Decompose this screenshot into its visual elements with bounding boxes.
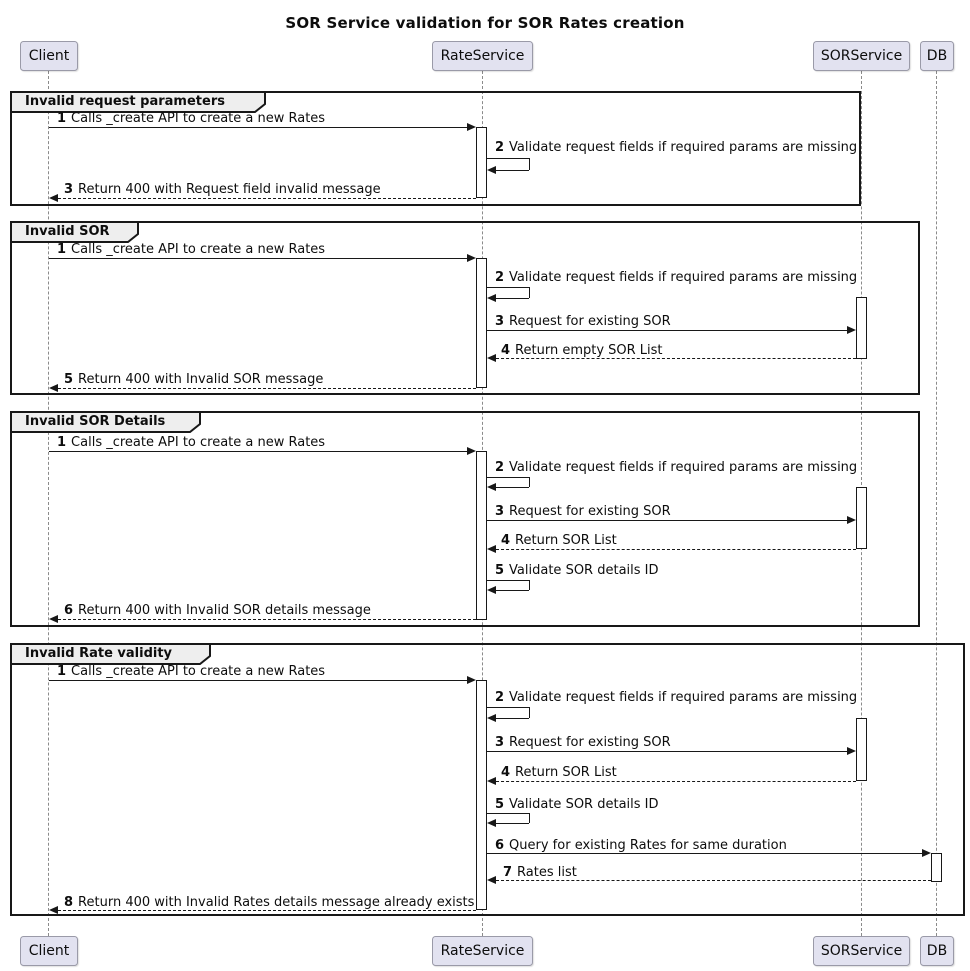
- participant-sorservice-bottom: [813, 936, 910, 966]
- frame-title: Invalid request parameters: [25, 94, 225, 109]
- message-label: 4 Return SOR List: [501, 765, 617, 780]
- arrowhead-right-icon: [467, 123, 476, 131]
- participant-rateservice-top: [432, 41, 533, 71]
- arrowhead-left-icon: [49, 384, 58, 392]
- message-label: 1 Calls _create API to create a new Rates: [57, 242, 326, 257]
- arrowhead-right-icon: [467, 254, 476, 262]
- arrowhead-right-icon: [467, 447, 476, 455]
- message-line: [487, 520, 847, 521]
- return-message-line: [496, 549, 856, 550]
- self-message-line: [487, 477, 529, 478]
- self-message-line: [487, 158, 529, 159]
- return-message-line: [496, 781, 856, 782]
- message-line: [487, 751, 847, 752]
- message-label: 4 Return empty SOR List: [501, 343, 663, 358]
- arrowhead-left-icon: [487, 166, 496, 174]
- message-label: 1 Calls _create API to create a new Rates: [57, 664, 326, 679]
- self-message-line: [496, 170, 529, 171]
- message-label: 7 Rates list: [503, 865, 577, 880]
- message-label: 5 Return 400 with Invalid SOR message: [64, 372, 324, 387]
- activation-rateservice: [476, 680, 487, 910]
- return-message-line: [58, 619, 476, 620]
- participant-client-bottom: [20, 936, 78, 966]
- message-line: [49, 127, 467, 128]
- message-line: [49, 258, 467, 259]
- message-label: 1 Calls _create API to create a new Rates: [57, 111, 326, 126]
- participant-db-top: [920, 41, 954, 71]
- self-message-line: [487, 707, 529, 708]
- arrowhead-right-icon: [847, 326, 856, 334]
- activation-rateservice: [476, 258, 487, 388]
- diagram-title: SOR Service validation for SOR Rates creation: [285, 14, 685, 32]
- message-label: 4 Return SOR List: [501, 533, 617, 548]
- arrowhead-left-icon: [487, 876, 496, 884]
- self-message-line: [529, 158, 530, 170]
- participant-sorservice-top: [813, 41, 910, 71]
- self-message-line: [529, 813, 530, 823]
- message-label: 5 Validate SOR details ID: [495, 563, 659, 578]
- arrowhead-left-icon: [487, 354, 496, 362]
- arrowhead-left-icon: [487, 483, 496, 491]
- participant-label: SORService: [820, 48, 903, 64]
- self-message-line: [487, 813, 529, 814]
- arrowhead-left-icon: [49, 906, 58, 914]
- return-message-line: [58, 198, 476, 199]
- arrowhead-right-icon: [847, 516, 856, 524]
- participant-label: Client: [28, 943, 70, 959]
- self-message-line: [529, 477, 530, 487]
- arrowhead-left-icon: [487, 294, 496, 302]
- arrowhead-left-icon: [487, 819, 496, 827]
- arrowhead-left-icon: [49, 615, 58, 623]
- frame-title: Invalid SOR Details: [25, 414, 166, 429]
- message-label: 3 Request for existing SOR: [495, 735, 671, 750]
- arrowhead-right-icon: [467, 676, 476, 684]
- participant-label: RateService: [440, 943, 525, 959]
- self-message-line: [487, 580, 529, 581]
- message-label: 6 Return 400 with Invalid SOR details message: [64, 603, 371, 618]
- arrowhead-right-icon: [922, 849, 931, 857]
- self-message-line: [496, 718, 529, 719]
- message-label: 3 Return 400 with Request field invalid message: [64, 182, 381, 197]
- activation-db: [931, 853, 942, 882]
- frame-title: Invalid SOR: [25, 224, 110, 239]
- message-label: 3 Request for existing SOR: [495, 314, 671, 329]
- self-message-line: [529, 707, 530, 718]
- activation-sorservice: [856, 487, 867, 549]
- participant-label: DB: [926, 943, 948, 959]
- self-message-line: [496, 298, 529, 299]
- frame-title: Invalid Rate validity: [25, 646, 173, 661]
- activation-sorservice: [856, 297, 867, 359]
- self-message-line: [529, 287, 530, 298]
- return-message-line: [58, 388, 476, 389]
- message-label: 5 Validate SOR details ID: [495, 797, 659, 812]
- message-label: 8 Return 400 with Invalid Rates details message already exists: [64, 895, 475, 910]
- activation-rateservice: [476, 451, 487, 620]
- message-line: [487, 330, 847, 331]
- arrowhead-left-icon: [487, 777, 496, 785]
- arrowhead-left-icon: [487, 545, 496, 553]
- arrowhead-left-icon: [487, 714, 496, 722]
- self-message-line: [529, 580, 530, 590]
- participant-label: DB: [926, 48, 948, 64]
- message-label: 6 Query for existing Rates for same duration: [495, 838, 787, 853]
- message-line: [49, 451, 467, 452]
- participant-label: SORService: [820, 943, 903, 959]
- activation-rateservice: [476, 127, 487, 198]
- message-label: 2 Validate request fields if required params are missing: [495, 140, 858, 155]
- message-label: 2 Validate request fields if required params are missing: [495, 270, 858, 285]
- participant-db-bottom: [920, 936, 954, 966]
- arrowhead-right-icon: [847, 747, 856, 755]
- self-message-line: [487, 287, 529, 288]
- arrowhead-left-icon: [487, 586, 496, 594]
- return-message-line: [58, 910, 476, 911]
- message-label: 2 Validate request fields if required params are missing: [495, 460, 858, 475]
- self-message-line: [496, 823, 529, 824]
- return-message-line: [496, 880, 931, 881]
- arrowhead-left-icon: [49, 194, 58, 202]
- message-line: [487, 853, 922, 854]
- self-message-line: [496, 590, 529, 591]
- message-label: 3 Request for existing SOR: [495, 504, 671, 519]
- participant-rateservice-bottom: [432, 936, 533, 966]
- message-label: 1 Calls _create API to create a new Rates: [57, 435, 326, 450]
- participant-label: Client: [28, 48, 70, 64]
- message-line: [49, 680, 467, 681]
- participant-label: RateService: [440, 48, 525, 64]
- return-message-line: [496, 358, 856, 359]
- message-label: 2 Validate request fields if required params are missing: [495, 690, 858, 705]
- self-message-line: [496, 487, 529, 488]
- participant-client-top: [20, 41, 78, 71]
- activation-sorservice: [856, 718, 867, 781]
